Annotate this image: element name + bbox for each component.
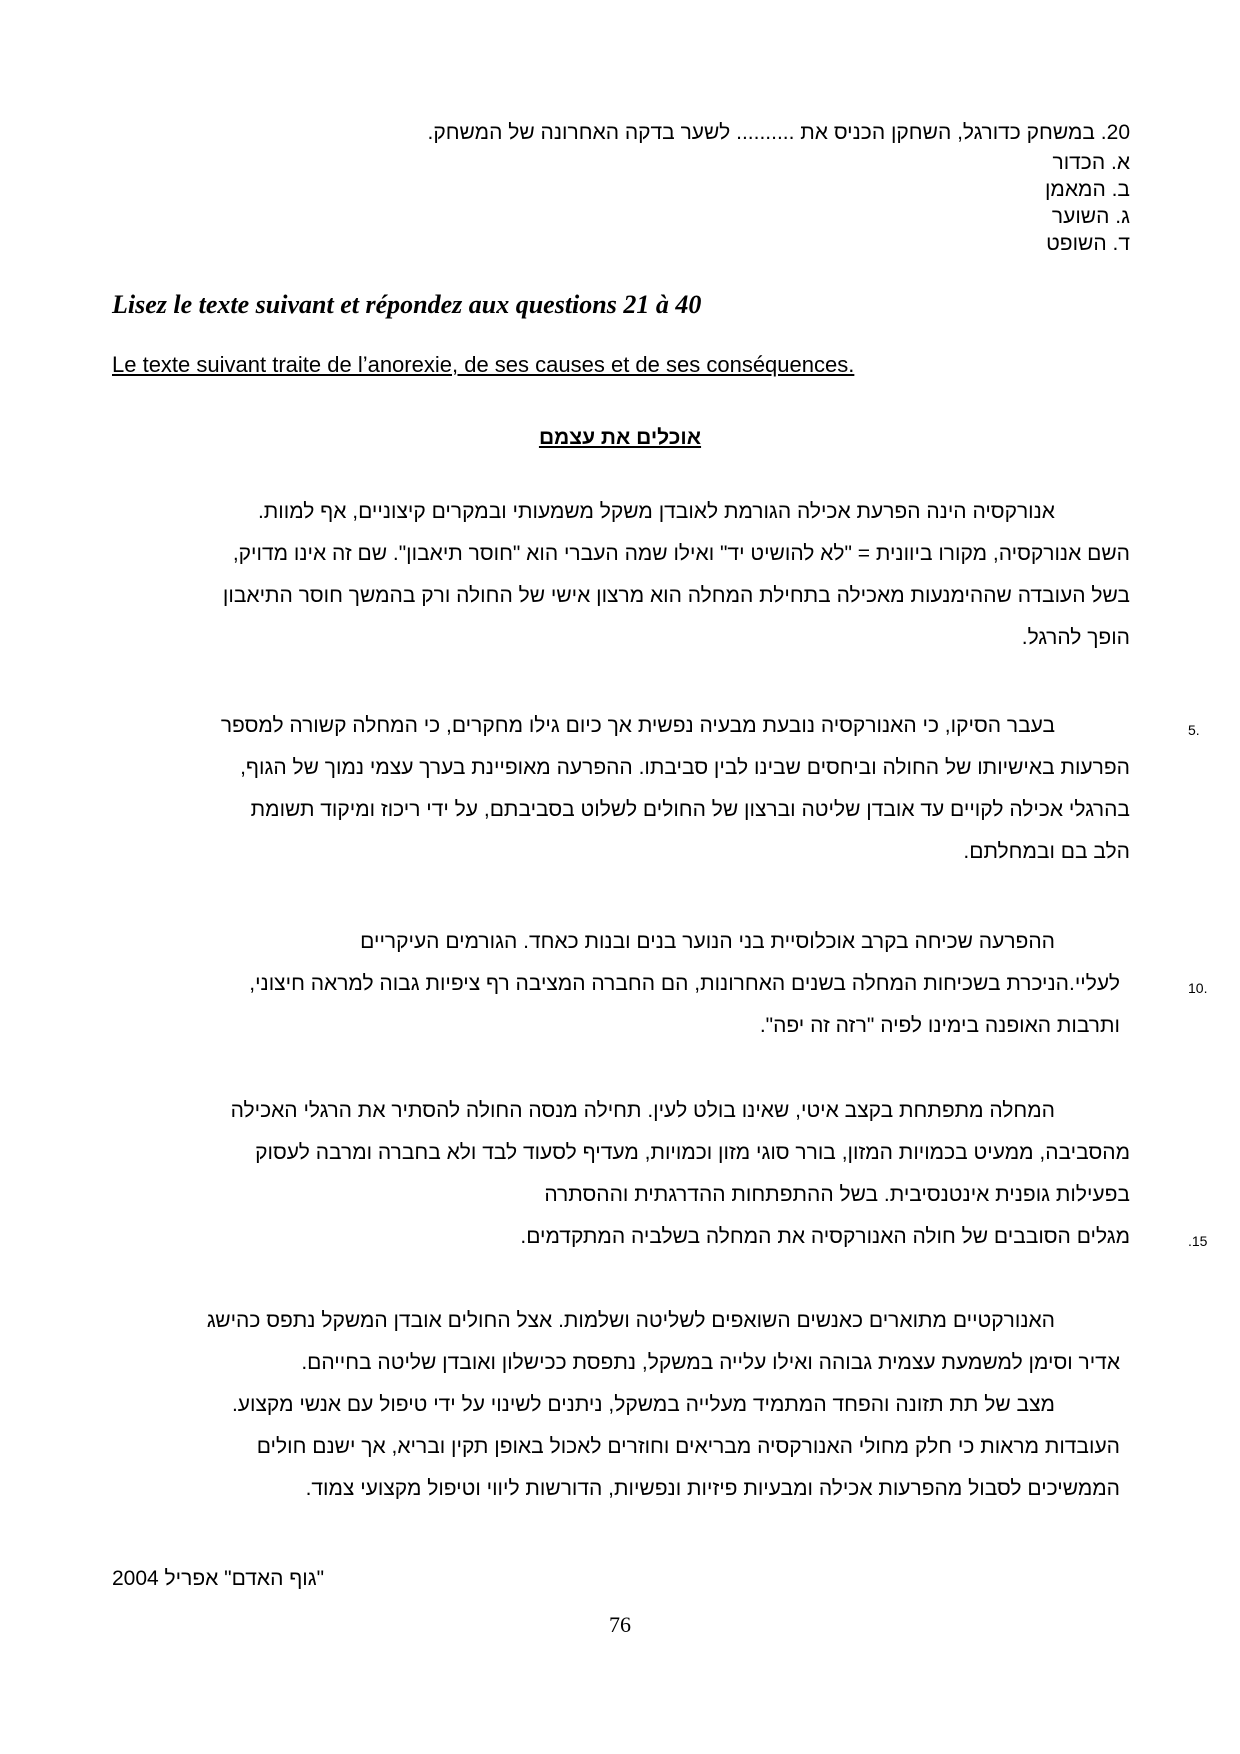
- text-line-9: ההפרעה שכיחה בקרב אוכלוסיית בני הנוער בנים ובנות כאחד. הגורמים העיקריים: [360, 930, 1055, 953]
- text-line-16: האנורקטיים מתוארים כאנשים השואפים לשליטה ושלמות. אצל החולים אובדן המשקל נתפס כהישג: [206, 1309, 1055, 1332]
- text-title: אוכלים את עצמם: [538, 426, 702, 449]
- line-number-15: .15: [1188, 1233, 1208, 1249]
- text-line-18: מצב של תת תזונה והפחד המתמיד מעלייה במשקל, ניתנים לשינוי על ידי טיפול עם אנשי מקצוע.: [231, 1393, 1055, 1416]
- text-line-4: הופך להרגל.: [1021, 626, 1130, 649]
- text-line-14: בפעילות גופנית אינטנסיבית. בשל ההתפתחות ההדרגתית וההסתרה: [544, 1183, 1130, 1206]
- text-line-13: מהסביבה, ממעיט בכמויות המזון, בורר סוגי מזון וכמויות, מעדיף לסעוד לבד ולא בחברה ומרבה לעסוק: [255, 1141, 1130, 1164]
- text-line-20: הממשיכים לסבול מהפרעות אכילה ומבעיות פיזיות ונפשיות, הדורשות ליווי וטיפול מקצועי צמוד.: [305, 1477, 1120, 1500]
- line-number-5: 5.: [1188, 722, 1200, 738]
- question-20-option-a: א. הכדור: [1052, 151, 1130, 174]
- page-number: 76: [609, 1612, 631, 1637]
- line-number-10: 10.: [1188, 980, 1208, 996]
- text-line-19: העובדות מראות כי חלק מחולי האנורקסיה מבריאים וחוזרים לאכול באופן תקין ובריא, אך ישנם חולים: [256, 1435, 1120, 1458]
- text-line-6: הפרעות באישיותו של החולה וביחסים שבינו לבין סביבתו. ההפרעה מאופיינת בערך עצמי נמוך של הגוף,: [240, 756, 1130, 779]
- source-citation: "גוף האדם" אפריל 2004: [112, 1567, 325, 1590]
- question-20-option-b: ב. המאמן: [1044, 178, 1130, 201]
- text-line-5: בעבר הסיקו, כי האנורקסיה נובעת מבעיה נפשית אך כיום גילו מחקרים, כי המחלה קשורה למספר: [220, 714, 1055, 737]
- text-line-7: בהרגלי אכילה לקויים עד אובדן שליטה וברצון של החולים לשלוט בסביבתם, על ידי ריכוז ומיקוד תשומת: [250, 798, 1130, 821]
- text-line-11: ותרבות האופנה בימינו לפיה "רזה זה יפה".: [759, 1014, 1120, 1037]
- text-line-10: לעליי.הניכרת בשכיחות המחלה בשנים האחרונות, הם החברה המציבה רף ציפיות גבוה למראה חיצוני,: [249, 972, 1120, 995]
- text-line-12: המחלה מתפתחת בקצב איטי, שאינו בולט לעין. תחילה מנסה החולה להסתיר את הרגלי האכילה: [230, 1099, 1055, 1122]
- instructions-heading: Lisez le texte suivant et répondez aux questions 21 à 40: [112, 290, 702, 319]
- question-20-option-c: ג. השוער: [1051, 205, 1130, 228]
- text-line-3: בשל העובדה שההימנעות מאכילה בתחילת המחלה הוא מרצון אישי של החולה ורק בהמשך חוסר התיאבון: [222, 584, 1130, 607]
- text-line-1: אנורקסיה הינה הפרעת אכילה הגורמת לאובדן משקל משמעותי ובמקרים קיצוניים, אף למוות.: [257, 500, 1055, 523]
- text-line-17: אדיר וסימן למשמעת עצמית גבוהה ואילו עלייה במשקל, נתפסת ככישלון ואובדן שליטה בחייהם.: [301, 1351, 1120, 1374]
- text-line-15: מגלים הסובבים של חולה האנורקסיה את המחלה בשלביה המתקדמים.: [520, 1225, 1130, 1248]
- text-line-2: השם אנורקסיה, מקורו ביוונית = "לא להושיט יד" ואילו שמה העברי הוא "חוסר תיאבון". שם זה אינו מדויק,: [232, 542, 1130, 565]
- question-20-stem: 20. במשחק כדורגל, השחקן הכניס את .......... לשער בדקה האחרונה של המשחק.: [427, 121, 1130, 144]
- text-line-8: הלב בם ובמחלתם.: [963, 840, 1130, 863]
- question-20-option-d: ד. השופט: [1046, 232, 1130, 255]
- instructions-subheading: Le texte suivant traite de l’anorexie, de ses causes et de ses conséquences.: [112, 352, 855, 377]
